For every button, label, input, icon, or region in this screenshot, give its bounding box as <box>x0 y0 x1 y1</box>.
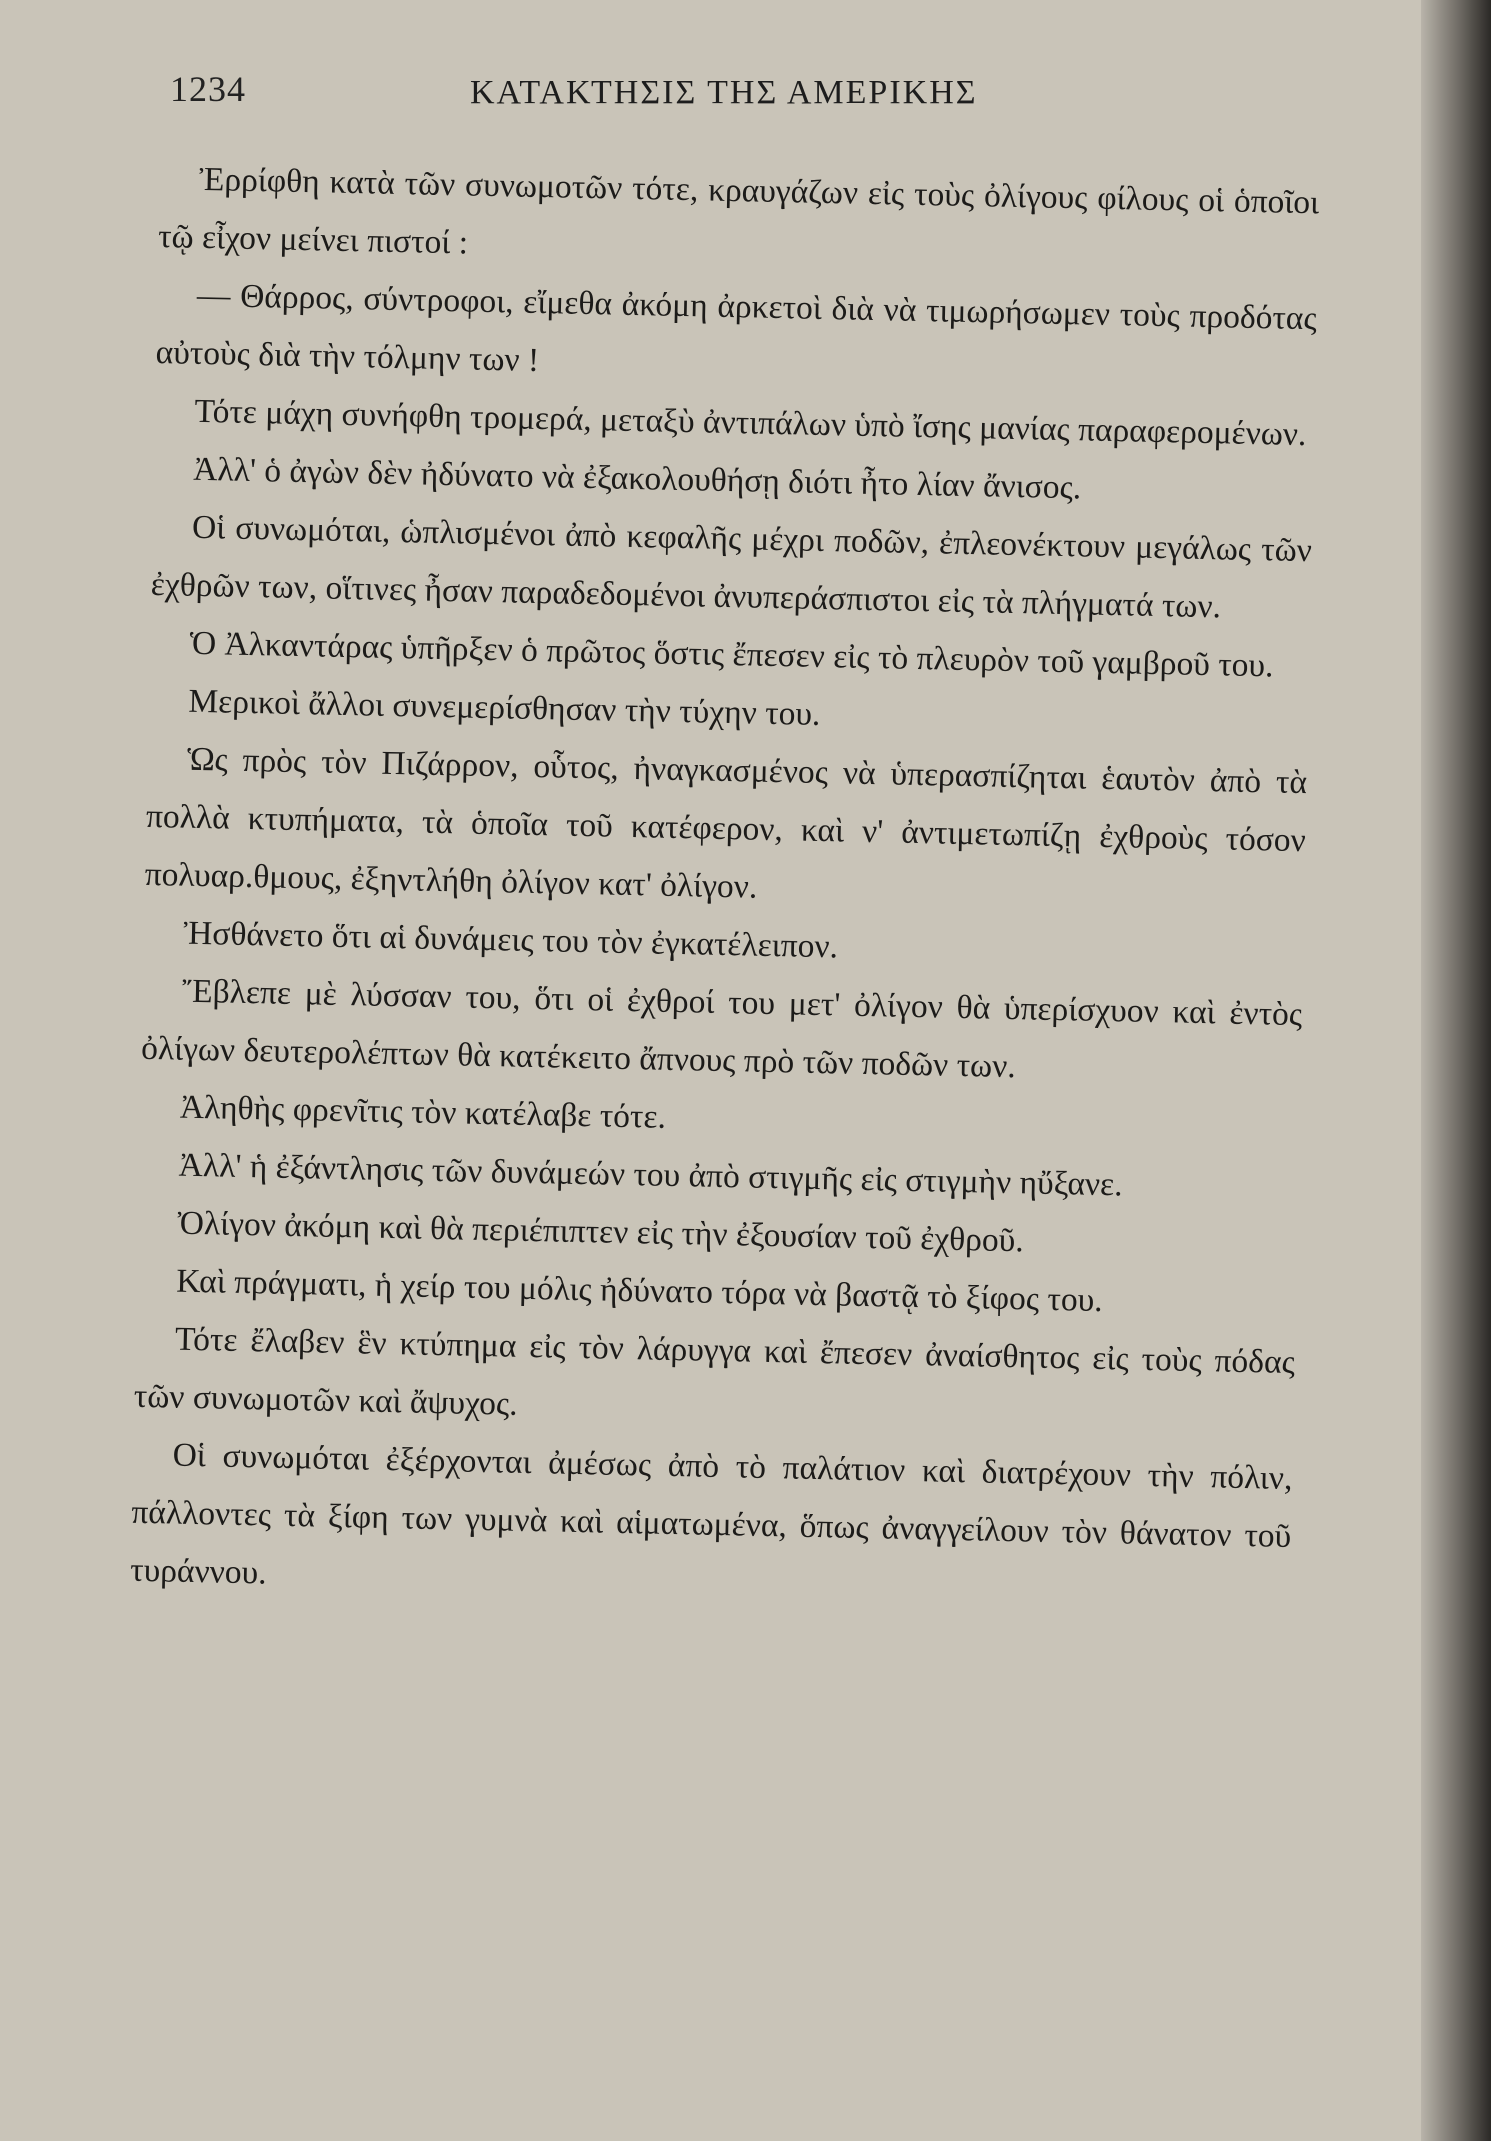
paragraph: Τότε ἔλαβεν ἓν κτύπημα εἰς τὸν λάρυγγα καὶ ἔπεσεν ἀναίσθητος εἰς τοὺς πόδας τῶν συνωμοτῶν καὶ ἄψυχος. <box>133 1320 1296 1423</box>
running-title: ΚΑΤΑΚΤΗΣΙΣ ΤΗΣ ΑΜΕΡΙΚΗΣ <box>470 74 978 111</box>
page-header <box>170 68 1300 138</box>
paragraph: Τότε μάχη συνήφθη τρομερά, μεταξὺ ἀντιπάλων ὑπὸ ἴσης μανίας παραφερομένων. <box>194 392 1307 454</box>
paragraph: Οἱ συνωμόται ἐξέρχονται ἀμέσως ἀπὸ τὸ παλάτιον καὶ διατρέχουν τὴν πόλιν, πάλλοντες τὰ ξίφη των γυμνὰ καὶ αἱματωμένα, ὅπως ἀναγγείλουν τὸν θάνατον τοῦ τυράννου. <box>129 1436 1293 1592</box>
body-text <box>130 150 1320 1624</box>
paragraph: Οἱ συνωμόται, ὡπλισμένοι ἀπὸ κεφαλῆς μέχρι ποδῶν, ἐπλεονέκτουν μεγάλως τῶν ἐχθρῶν των, οἵτινες ἦσαν παραδεδομένοι ἀνυπεράσπιστοι εἰς τὰ πλήγματά των. <box>150 508 1313 626</box>
paragraph: Ἀλλ' ἡ ἐξάντλησις τῶν δυνάμεών του ἀπὸ στιγμῆς εἰς στιγμὴν ηὔξανε. <box>178 1146 1123 1204</box>
paragraph: Ὀλίγον ἀκόμη καὶ θὰ περιέπιπτεν εἰς τὴν ἐξουσίαν τοῦ ἐχθροῦ. <box>177 1204 1025 1260</box>
paragraph: Ἠσθάνετο ὅτι αἱ δυνάμεις του τὸν ἐγκατέλειπον. <box>183 914 839 966</box>
paragraph: Ὁ Ἀλκαντάρας ὑπῆρξεν ὁ πρῶτος ὅστις ἔπεσεν εἰς τὸ πλευρὸν τοῦ γαμβροῦ του. <box>189 624 1274 685</box>
paragraph: Ἀλλ' ὁ ἀγὼν δὲν ἠδύνατο νὰ ἐξακολουθήσῃ διότι ἦτο λίαν ἄνισος. <box>192 450 1082 507</box>
paragraph: Καὶ πράγματι, ἡ χείρ του μόλις ἠδύνατο τόρα νὰ βαστᾷ τὸ ξίφος του. <box>175 1262 1104 1319</box>
paragraph: — Θάρρος, σύντροφοι, εἴμεθα ἀκόμη ἀρκετοὶ διὰ νὰ τιμωρήσωμεν τοὺς προδότας αὐτοὺς διὰ τὴν τόλμην των ! <box>155 276 1318 379</box>
page-number: 1234 <box>170 69 246 109</box>
page-shadow <box>1421 0 1491 2141</box>
paragraph: Ἀληθὴς φρενῖτις τὸν κατέλαβε τότε. <box>179 1088 667 1136</box>
paragraph: Ἐρρίφθη κατὰ τῶν συνωμοτῶν τότε, κραυγάζων εἰς τοὺς ὀλίγους φίλους οἱ ὁποῖοι τῷ εἶχον μείνει πιστοί : <box>157 160 1320 262</box>
paragraph: Μερικοὶ ἄλλοι συνεμερίσθησαν τὴν τύχην του. <box>188 682 821 733</box>
paragraph: Ὡς πρὸς τὸν Πιζάρρον, οὗτος, ἠναγκασμένος νὰ ὑπερασπίζηται ἑαυτὸν ἀπὸ τὰ πολλὰ κτυπήματα, τὰ ὁποῖα τοῦ κατέφερον, καὶ ν' ἀντιμετωπίζῃ ἐχθροὺς τόσον πολυαρ.θμους, ἐξηντλήθη ὀλίγον κατ' ὀλίγον. <box>144 740 1308 906</box>
paragraph: Ἔβλεπε μὲ λύσσαν του, ὅτι οἱ ἐχθροί του μετ' ὀλίγον θὰ ὑπερίσχυον καὶ ἐντὸς ὀλίγων δευτερολέπτων θὰ κατέκειτο ἄπνους πρὸ τῶν ποδῶν των. <box>140 972 1303 1086</box>
